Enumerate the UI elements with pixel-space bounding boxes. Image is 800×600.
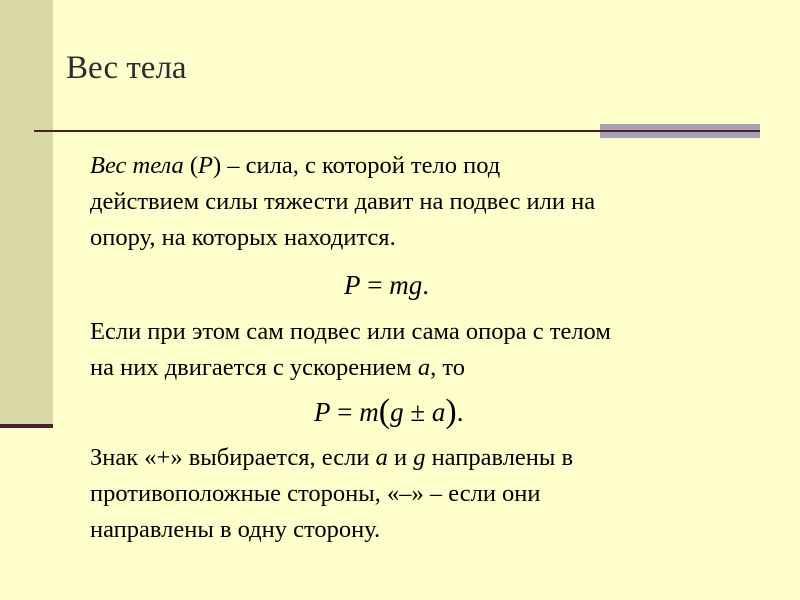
formula2-plus-minus: ±	[403, 397, 432, 427]
term-weight: Вес тела	[90, 152, 184, 179]
sign-line-3: направлены в одну сторону.	[90, 516, 381, 543]
sign-var-a: a	[375, 444, 388, 471]
formula2-lhs: P	[314, 397, 331, 427]
formula1-equals: =	[360, 270, 390, 300]
sign-line-1-mid: и	[387, 444, 414, 471]
formula2-lparen: (	[378, 393, 391, 430]
acceleration-line-2-pre: на них двигается с ускорением	[90, 354, 418, 381]
symbol-p: P	[198, 152, 213, 179]
acceleration-line-1: Если при этом сам подвес или сама опора с телом	[90, 318, 611, 345]
formula2-g: g	[390, 397, 404, 427]
slide-title: Вес тела	[66, 50, 187, 86]
sign-line-2: противоположные стороны, «–» – если они	[90, 480, 541, 507]
formula1-rhs: mg	[389, 270, 423, 300]
formula-weight	[344, 268, 429, 302]
formula2-rparen: )	[445, 393, 457, 430]
sign-var-g: g	[413, 444, 426, 471]
left-accent-bar	[0, 0, 53, 424]
formula2-dot: .	[456, 397, 464, 427]
left-accent-mark	[0, 424, 53, 428]
definition-line-3: опору, на которых находится.	[90, 224, 396, 251]
acceleration-line-2	[90, 350, 611, 386]
acceleration-var-a: a	[417, 354, 431, 381]
sign-line-1-pre: Знак «+» выбирается, если	[90, 444, 376, 471]
formula2-m: m	[359, 397, 379, 427]
acceleration-line-2-post: , то	[430, 354, 465, 381]
formula2-a: a	[431, 397, 446, 427]
sign-line-1-post: направлены в	[425, 444, 574, 471]
open-paren: (	[183, 152, 199, 179]
formula-weight-accelerated	[314, 394, 463, 429]
definition-line-1	[90, 148, 595, 184]
formula1-lhs: P	[344, 270, 361, 300]
definition-rest: ) – сила, с которой тело под	[212, 152, 501, 179]
definition-paragraph	[90, 148, 595, 256]
sign-paragraph	[90, 440, 573, 548]
acceleration-paragraph	[90, 314, 611, 386]
formula1-dot: .	[422, 270, 429, 300]
sign-line-1	[90, 440, 573, 476]
title-divider-block-line	[600, 130, 760, 132]
formula2-equals: =	[330, 397, 360, 427]
definition-line-2: действием силы тяжести давит на подвес или на	[90, 188, 596, 215]
